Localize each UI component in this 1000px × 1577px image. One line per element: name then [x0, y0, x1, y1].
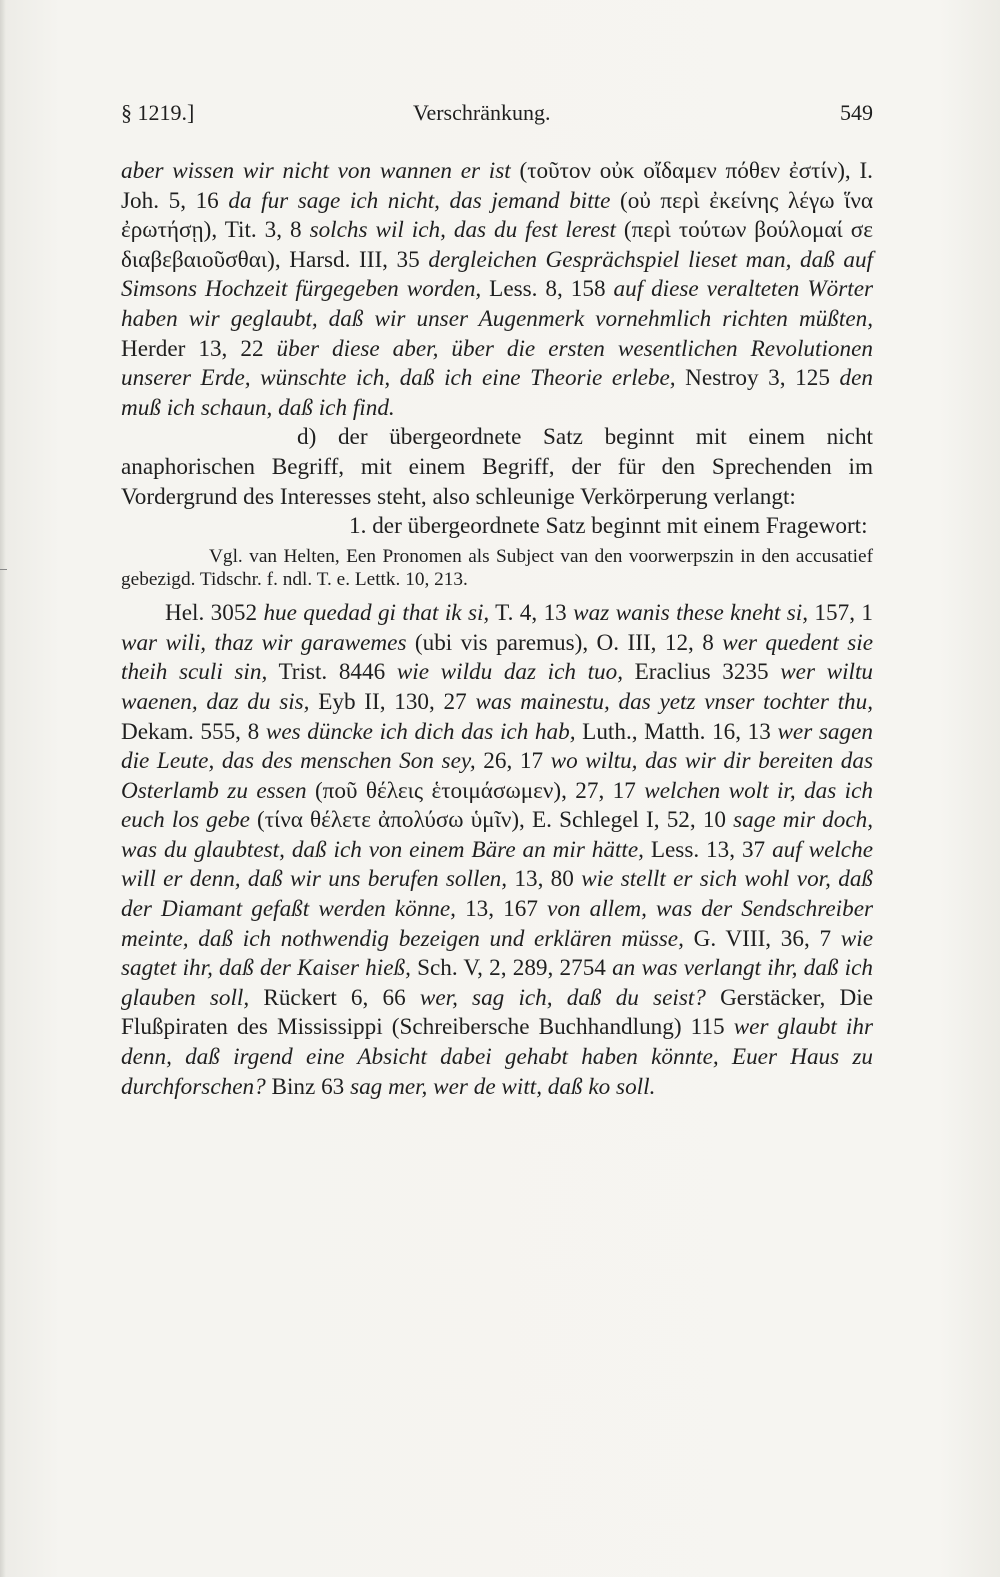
citation-text: (ubi vis paremus), O. III, 12, 8 — [406, 629, 723, 656]
page-number: 549 — [840, 100, 873, 125]
citation-text: 157, 1 — [808, 600, 873, 627]
citation-text: Less. 8, 158 — [481, 276, 614, 303]
example-quote: wer wiltu waenen, daz du sis, — [121, 659, 874, 715]
citation-text: (τίνα θέλετε ἀπολύσω ὑμῖν), E. Schlegel I, 52, 10 — [249, 807, 734, 834]
example-quote: von allem, was der Sendschreiber meinte, daß ich nothwendig bezeigen und erklären müsse, — [121, 896, 874, 952]
example-quote: wer sagen die Leute, das des menschen Son sey, — [121, 718, 873, 775]
running-header — [121, 100, 873, 130]
citation-text: Eraclius 3235 — [623, 659, 781, 686]
margin-tick — [0, 569, 7, 570]
example-quote: über diese aber, über die ersten wesentlichen Revolutionen unserer Erde, wünschte ich, daß ich eine Theorie erlebe, — [121, 335, 873, 392]
citation-text: (οὐ περὶ ἐκείνης λέγω ἵνα ἐρωτήσῃ), Tit. 3, 8 — [121, 187, 873, 244]
example-quote: sage mir doch, was du glaubtest, daß ich von einem Bäre an mir hätte, — [121, 807, 874, 863]
paragraph-rule-1: 1. der übergeordnete Satz beginnt mit einem Fragewort: — [349, 513, 868, 540]
example-quote: wer, sag ich, daß du seist? — [419, 984, 706, 1011]
paragraph-rule-d: d) der übergeordnete Satz beginnt mit einem nicht anaphorischen Begriff, mit einem Begriff, der für den Sprechenden im Vordergrund des Interesses steht, also schleunige Verkörperung verlangt: — [121, 424, 873, 510]
citation-text: Binz 63 — [265, 1073, 351, 1100]
citation-text: Herder 13, 22 — [121, 335, 277, 362]
paragraph-examples-c — [121, 157, 873, 423]
citation-text: Less. 13, 37 — [643, 836, 773, 863]
paragraph-examples-1 — [121, 599, 873, 1102]
citation-text: Gerstäcker, Die Flußpiraten des Mississippi (Schreibersche Buchhandlung) 115 — [121, 984, 874, 1041]
citation-text: 13, 80 — [507, 866, 582, 893]
example-quote: waz wanis these kneht si, — [573, 600, 809, 627]
scan-edge-shadow — [0, 0, 6, 1577]
example-quote: den muß ich schaun, daß ich find. — [121, 365, 873, 421]
example-quote: war wili, thaz wir garawemes — [121, 629, 407, 656]
example-quote: wie sagtet ihr, daß der Kaiser hieß, — [121, 925, 873, 982]
citation-text: Rückert 6, 66 — [249, 984, 420, 1011]
example-quote: welchen wolt ir, das ich euch los gebe — [121, 777, 873, 834]
citation-text: Eyb II, 130, 27 — [309, 688, 476, 715]
citation-text: 26, 17 — [475, 748, 551, 775]
example-quote: wer quedent sie theih sculi sin, — [121, 629, 873, 686]
example-quote: an was verlangt ihr, daß ich glauben soll, — [121, 955, 873, 1011]
example-quote: dergleichen Gesprächspiel lieset man, daß auf Simsons Hochzeit fürgegeben worden, — [121, 246, 873, 303]
example-quote: aber wissen wir nicht von wannen er ist — [121, 158, 511, 184]
example-quote: wie wildu daz ich tuo, — [396, 659, 624, 686]
citation-text: 13, 167 — [455, 896, 548, 923]
citation-text: (περὶ τούτων βούλομαί σε διαβεβαιοῦσθαι), Harsd. III, 35 — [121, 217, 873, 273]
example-quote: auf diese veralteten Wörter haben wir geglaubt, daß wir unser Augenmerk vornehmlich richten müßten, — [121, 276, 874, 332]
citation-text: Dekam. 555, 8 — [121, 718, 266, 745]
example-quote: was mainestu, das yetz vnser tochter thu, — [475, 688, 874, 715]
citation-text: (τοῦτον οὐκ οἴδαμεν πόθεν ἐστίν), I. Joh. 5, 16 — [121, 158, 873, 214]
citation-text: Hel. 3052 — [165, 600, 264, 627]
section-reference: § 1219.] — [121, 100, 195, 125]
running-title: Verschränkung. — [413, 100, 551, 125]
example-quote: wer glaubt ihr denn, daß irgend eine Absicht dabei gehabt haben könnte, Euer Haus zu durchforschen? — [121, 1014, 873, 1100]
example-quote: wie stellt er sich wohl vor, daß der Diamant gefaßt werden könne, — [121, 866, 874, 923]
citation-text: Trist. 8446 — [267, 659, 397, 686]
citation-text: G. VIII, 36, 7 — [683, 925, 841, 952]
citation-text: Nestroy 3, 125 — [675, 365, 840, 392]
example-quote: sag mer, wer de witt, daß ko soll. — [350, 1073, 656, 1100]
page-body — [121, 157, 873, 1102]
example-quote: auf welche will er denn, daß wir uns berufen sollen, — [121, 836, 873, 893]
citation-text: Sch. V, 2, 289, 2754 — [410, 955, 613, 982]
citation-text: T. 4, 13 — [489, 600, 574, 627]
example-quote: hue quedad gi that ik si, — [263, 600, 490, 627]
citation-text: (ποῦ θέλεις ἑτοιμάσωμεν), 27, 17 — [306, 777, 645, 804]
example-quote: da fur sage ich nicht, das jemand bitte — [228, 187, 611, 214]
example-quote: wes düncke ich dich das ich hab, — [265, 718, 576, 745]
reference-note: Vgl. van Helten, Een Pronomen als Subject van den voorwerpszin in den accusatief gebezigd. Tidschr. f. ndl. T. e. Lettk. 10, 213. — [121, 545, 873, 590]
example-quote: wo wiltu, das wir dir bereiten das Osterlamb zu essen — [121, 748, 873, 804]
citation-text: Luth., Matth. 16, 13 — [575, 718, 778, 745]
example-quote: solchs wil ich, das du fest lerest — [309, 217, 616, 244]
